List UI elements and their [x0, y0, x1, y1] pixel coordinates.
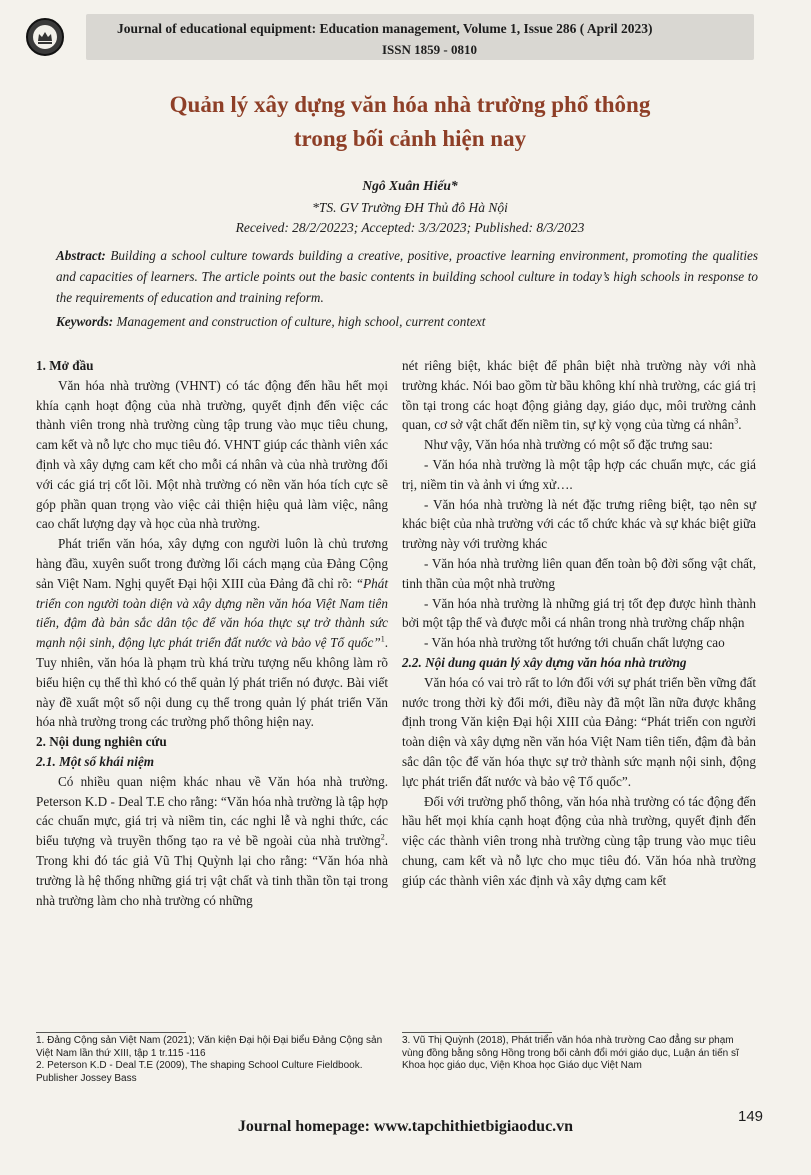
title-line-1: Quản lý xây dựng văn hóa nhà trường phổ thông	[169, 92, 651, 117]
paragraph-text: . Tuy nhiên, văn hóa là phạm trù khá trừu tượng nếu không làm rõ biểu hiện cụ thể thì khó có thể quản lý phát triển nó được. Bài viết này đề xuất một số nội dung cụ thể trong quản lý phát triển Văn hóa nhà trường trong các trường phổ thông hiện nay.	[36, 635, 388, 730]
crown-emblem-icon	[31, 23, 59, 51]
section-heading-intro: 1. Mở đầu	[36, 358, 94, 373]
journal-homepage[interactable]: Journal homepage: www.tapchithietbigiaoduc.vn	[237, 1118, 574, 1135]
paragraph: Như vậy, Văn hóa nhà trường có một số đặc trưng sau:	[424, 437, 713, 453]
bullet-item: - Văn hóa nhà trường liên quan đến toàn bộ đời sống vật chất, tinh thần của một nhà trường	[402, 555, 756, 591]
footnote: 3. Vũ Thị Quỳnh (2018), Phát triển văn hóa nhà trường Cao đẳng sư phạm vùng đồng bằng sông Hồng trong bối cảnh đổi mới giáo dục, Luận án tiến sĩ Khoa học giáo dục, Viện Khoa học Giáo dục Việt Nam	[402, 1035, 739, 1071]
footnote-divider	[36, 1032, 186, 1033]
footnote-ref[interactable]: 3	[734, 417, 739, 426]
paragraph-text: . Trong khi đó tác giả Vũ Thị Quỳnh lại cho rằng: “Văn hóa nhà trường là hệ thống những giá trị vật chất và tinh thần tồn tại trong nhà trường làm cho nhà trường có những	[36, 833, 388, 908]
footnote-divider	[402, 1032, 552, 1033]
footnotes-left	[36, 1035, 391, 1085]
bullet-item: - Văn hóa nhà trường là những giá trị tốt đẹp được hình thành bởi một tập thể và được mỗi cá nhân trong nhà trường chấp nhận	[402, 595, 756, 631]
author-name: Ngô Xuân Hiếu*	[362, 178, 458, 193]
bullet-item: - Văn hóa nhà trường tốt hướng tới chuẩn chất lượng cao	[424, 635, 725, 651]
journal-citation: Journal of educational equipment: Education management, Volume 1, Issue 286 ( April 2023)	[117, 21, 653, 36]
paragraph-text: nét riêng biệt, khác biệt để phân biệt nhà trường này với nhà trường khác. Nói bao gồm từ bầu không khí nhà trường, các giá trị tồn tại trong các hoạt động giảng dạy, giáo dục, môi trường cảnh quan, cơ sở vật chất đến niềm tin, sự kỳ vọng của từng cá nhân	[402, 358, 756, 433]
footnote: 1. Đảng Cộng sản Việt Nam (2021); Văn kiện Đại hội Đại biểu Đảng Cộng sản Việt Nam lần thứ XIII, tập 1 tr.115 -116	[36, 1035, 383, 1059]
abstract	[56, 245, 758, 308]
paragraph: Văn hóa có vai trò rất to lớn đối với sự phát triển bền vững đất nước trong thời kỳ đổi mới, điều này đã một lần nữa được khẳng định trong Văn kiện Đại hội XIII của Đảng: “Phát triển con người toàn diện và xây dựng nền văn hóa Việt Nam tiên tiến, đậm đà bản sắc dân tộc để văn hóa thực sự trở thành sức mạnh nội sinh, động lực phát triển đất nước và bảo vệ Tổ quốc”.	[402, 674, 756, 789]
paragraph	[36, 534, 388, 732]
footnotes-right	[402, 1035, 756, 1073]
paragraph-text: .	[738, 417, 742, 433]
left-column	[36, 356, 388, 910]
paragraph	[36, 772, 388, 911]
publication-dates: Received: 28/2/20223; Accepted: 3/3/2023; Published: 8/3/2023	[235, 220, 585, 235]
footnote-ref[interactable]: 1	[380, 634, 385, 644]
right-column	[402, 356, 756, 891]
bullet-item: - Văn hóa nhà trường là một tập hợp các chuẩn mực, các giá trị, niềm tin và ảnh vi ứng xử….	[402, 456, 756, 492]
subsection-heading-management: 2.2. Nội dung quản lý xây dựng văn hóa nhà trường	[402, 654, 687, 670]
journal-logo	[26, 18, 64, 56]
page-number: 149	[738, 1108, 764, 1125]
footnote: 2. Peterson K.D - Deal T.E (2009), The shaping School Culture Fieldbook. Publisher Jossey Bass	[36, 1060, 363, 1084]
footnote-ref[interactable]: 2	[380, 832, 385, 842]
keywords-label: Keywords:	[56, 314, 114, 329]
paragraph-text: Có nhiều quan niệm khác nhau về Văn hóa nhà trường. Peterson K.D - Deal T.E cho rằng: “Văn hóa nhà trường là tập hợp các chuẩn mực, giá trị và niềm tin, các nghi lễ và nghi thức, các biểu tượng và truyền thống tạo ra vẻ bề ngoài của nhà trường	[36, 773, 388, 849]
subsection-heading-concepts: 2.1. Một số khái niệm	[36, 753, 154, 769]
keywords	[56, 311, 758, 332]
paragraph	[402, 356, 756, 435]
article-title	[70, 88, 750, 156]
bullet-item: - Văn hóa nhà trường là nét đặc trưng riêng biệt, tạo nên sự khác biệt của nhà trường với các tổ chức khác và sự khác biệt giữa trường này với trường khác	[402, 496, 756, 552]
paragraph-text: Phát triển văn hóa, xây dựng con người luôn là chủ trương hàng đầu, xuyên suốt trong đường lối cách mạng của Đảng Cộng sản Việt Nam. Nghị quyết Đại hội XIII của Đảng đã chỉ rõ:	[36, 536, 388, 591]
abstract-label: Abstract:	[56, 248, 106, 263]
abstract-text: Building a school culture towards building a creative, positive, proactive learning environment, promoting the qualities and capacities of learners. The article points out the basic contents in building school culture in today’s high schools in response to the requirements of education and training reform.	[56, 248, 758, 305]
keywords-text: Management and construction of culture, high school, current context	[116, 314, 486, 329]
issn: ISSN 1859 - 0810	[382, 42, 477, 57]
title-line-2: trong bối cảnh hiện nay	[293, 126, 527, 151]
paragraph: Đối với trường phổ thông, văn hóa nhà trường có tác động đến hầu hết mọi khía cạnh hoạt động của nhà trường, quyết định đến việc các thành viên trong nhà trường cùng tập trung vào mục tiêu chung, cam kết và nỗ lực cho mục tiêu đó. Văn hóa nhà trường giúp các thành viên xác định và xây dựng cam kết	[402, 793, 756, 888]
author-affiliation: *TS. GV Trường ĐH Thủ đô Hà Nội	[312, 200, 508, 215]
paragraph: Văn hóa nhà trường (VHNT) có tác động đến hầu hết mọi khía cạnh hoạt động của nhà trường, quyết định đến việc các thành viên trong nhà trường cùng tập trung vào mục tiêu chung, cam kết và nỗ lực cho mục tiêu đó. VHNT giúp các thành viên xác định và xây dựng cam kết cho mỗi cá nhân và của nhà trường đối với các giá trị cốt lõi. Một nhà trường có nền văn hóa tích cực sẽ góp phần quan trọng vào việc cải thiện hiệu quả làm việc, nâng cao chất lượng dạy và học của nhà trường.	[36, 377, 388, 532]
section-heading-content: 2. Nội dung nghiên cứu	[36, 734, 167, 750]
party-quote: “Phát triển con người toàn diện và xây dựng nền văn hóa Việt Nam tiên tiến, đậm đà bản sắc dân tộc để văn hóa thực sự trở thành sức mạnh nội sinh, động lực phát triển đất nước và bảo vệ Tổ quốc”	[36, 575, 388, 651]
